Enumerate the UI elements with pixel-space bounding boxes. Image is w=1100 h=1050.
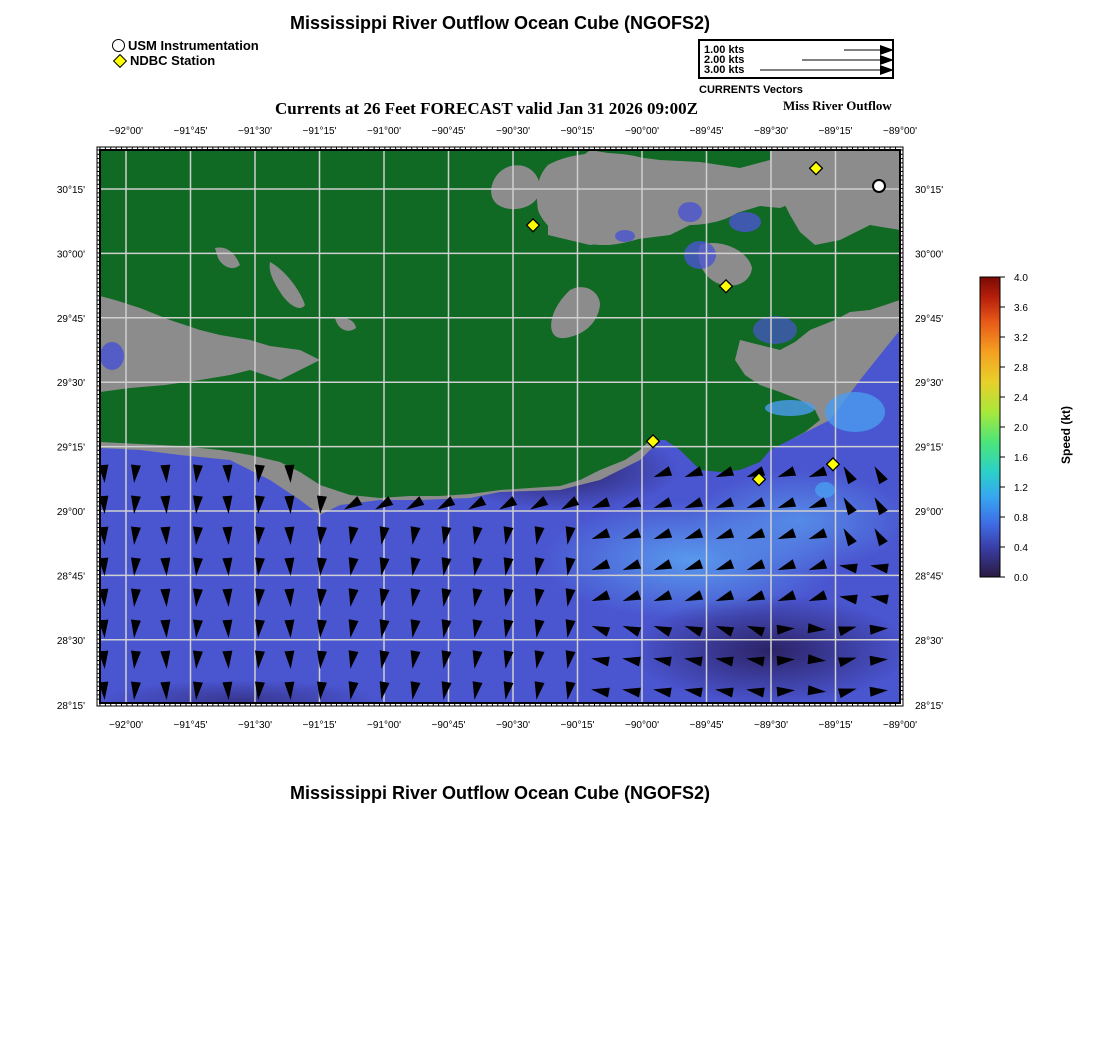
legend-ndbc-label: NDBC Station <box>130 53 216 68</box>
lon-tick-label-top: −91°30' <box>238 126 272 137</box>
colorbar-tick-label: 0.8 <box>1014 513 1028 524</box>
colorbar-tick-label: 0.0 <box>1014 573 1028 584</box>
lat-tick-label-right: 28°15' <box>915 701 944 712</box>
colorbar-tick-label: 2.0 <box>1014 423 1028 434</box>
colorbar-title: Speed (kt) <box>1059 406 1073 465</box>
lon-tick-label-top: −90°15' <box>560 126 595 137</box>
lon-tick-label-top: −89°15' <box>818 126 853 137</box>
lon-tick-label-top: −90°45' <box>431 126 466 137</box>
ref-label-3: 3.00 kts <box>704 64 745 76</box>
lon-tick-label-top: −91°45' <box>173 126 208 137</box>
map-area <box>98 150 910 720</box>
lat-tick-label-left: 29°15' <box>56 442 85 454</box>
lon-tick-label-bottom: −91°00' <box>367 720 401 731</box>
lon-tick-label-bottom: −91°15' <box>302 720 337 731</box>
lon-tick-label-bottom: −89°45' <box>689 720 724 731</box>
lat-tick-label-left: 28°15' <box>56 701 85 712</box>
lat-tick-label-right: 28°45' <box>915 571 944 583</box>
lat-tick-label-left: 29°00' <box>56 507 85 518</box>
lon-tick-label-bottom: −89°30' <box>754 720 788 731</box>
colorbar-tick-label: 4.0 <box>1014 273 1028 284</box>
map-title: Mississippi River Outflow Ocean Cube (NGOFS2) <box>289 13 711 33</box>
lon-tick-label-top: −90°00' <box>625 126 659 137</box>
lon-tick-label-bottom: −92°00' <box>109 720 143 731</box>
map-subtitle: Currents at 26 Feet FORECAST valid Jan 31 2026 09:00Z <box>275 99 698 118</box>
colorbar-tick-label: 1.2 <box>1014 483 1028 494</box>
lat-tick-label-left: 28°30' <box>56 635 85 647</box>
lat-tick-label-right: 28°30' <box>915 635 944 647</box>
lon-tick-label-top: −92°00' <box>109 126 143 137</box>
lat-tick-label-left: 29°30' <box>56 378 85 390</box>
lon-tick-label-bottom: −91°30' <box>238 720 272 731</box>
lat-tick-label-left: 28°45' <box>56 571 85 583</box>
region-label: Miss River Outflow <box>783 98 892 113</box>
lon-tick-label-bottom: −90°45' <box>431 720 466 731</box>
ref-label-2: 2.00 kts <box>704 54 745 66</box>
lat-tick-label-left: 30°00' <box>56 249 85 261</box>
bottom-title: Mississippi River Outflow Ocean Cube (NGOFS2) <box>289 783 711 803</box>
lon-tick-label-bottom: −91°45' <box>173 720 208 731</box>
colorbar-tick-label: 2.4 <box>1014 393 1028 404</box>
lon-tick-label-top: −91°00' <box>367 126 401 137</box>
ref-label-1: 1.00 kts <box>704 44 745 56</box>
colorbar-tick-label: 1.6 <box>1014 453 1028 464</box>
colorbar-tick-label: 3.2 <box>1014 333 1028 344</box>
lon-tick-label-bottom: −89°00' <box>883 720 917 731</box>
vectors-caption: CURRENTS Vectors <box>699 84 803 96</box>
lon-tick-label-top: −89°45' <box>689 126 724 137</box>
lat-tick-label-right: 29°30' <box>915 378 944 390</box>
lon-tick-label-top: −91°15' <box>302 126 337 137</box>
lat-tick-label-right: 29°00' <box>915 507 944 518</box>
lon-tick-label-top: −89°00' <box>883 126 917 137</box>
lat-tick-label-right: 30°15' <box>915 185 944 196</box>
lat-tick-label-right: 29°15' <box>915 442 944 454</box>
colorbar-tick-label: 2.8 <box>1014 363 1028 374</box>
lat-tick-label-right: 30°00' <box>915 249 944 261</box>
colorbar-gradient <box>980 277 1000 577</box>
lon-tick-label-bottom: −90°15' <box>560 720 595 731</box>
lat-tick-label-right: 29°45' <box>915 313 944 325</box>
usm-instrument-marker <box>873 180 885 192</box>
colorbar-tick-label: 0.4 <box>1014 543 1028 554</box>
lon-tick-label-top: −90°30' <box>496 126 530 137</box>
lat-tick-label-left: 30°15' <box>56 185 85 196</box>
lat-tick-label-left: 29°45' <box>56 313 85 325</box>
lon-tick-label-bottom: −90°00' <box>625 720 659 731</box>
legend-usm-label: USM Instrumentation <box>128 38 259 53</box>
lon-tick-label-top: −89°30' <box>754 126 788 137</box>
lon-tick-label-bottom: −90°30' <box>496 720 530 731</box>
lon-tick-label-bottom: −89°15' <box>818 720 853 731</box>
speed-colorbar <box>980 273 1028 584</box>
colorbar-tick-label: 3.6 <box>1014 303 1028 314</box>
